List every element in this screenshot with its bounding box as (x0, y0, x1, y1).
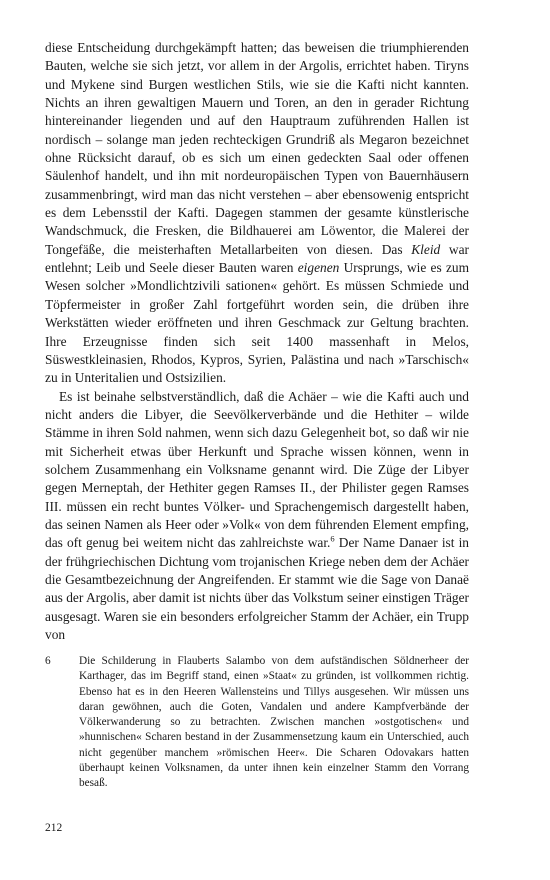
italic-eigenen: eigenen (297, 260, 340, 276)
footnote-number: 6 (45, 655, 51, 667)
italic-kleid: Kleid (411, 241, 441, 257)
paragraph-1-part-1: diese Entscheidung durchgekämpft hatten; das beweisen die triumphierenden Bauten, welche sie sich jetzt, vor allem in der Argolis, errichtet haben. Tiryns und Mykene sind Burgen westlichen Stils, wie sie die Kafti nicht kannten. Nichts an ihren gewaltigen Mauern und Toren, an den in gerader Richtung hintereinander liegenden und auf den Hauptraum zuführenden Hallen ist nordisch – solange man jeden rechteckigen Grundriß als Megaron bezeichnet ohne Rücksicht darauf, ob es sich um einen gedeckten Saal oder offenen Säulenhof handelt, und ihn mit nordeuropäischen Typen von Bauernhäusern zusammenbringt, wird man das nicht verstehen – aber ebensowenig entspricht es dem Lebensstil der Kafti. Dagegen stammen der gesamte künstlerische Wandschmuck, die Fresken, die Bildhauerei am Löwentor, die Malerei der Tongefäße, die meisterhaften Metallarbeiten von diesen. Das (45, 40, 469, 257)
paragraph-1-part-3: Ursprungs, wie es zum Wesen solcher »Mondlichtzivili sationen« gehört. Es müssen Schmiede und Töpfermeister in großer Zahl fortgeführt worden sein, die drüben ihre Werkstätten wieder eröffneten und ihren Geschmack zur Geltung brachten. Ihre Erzeugnisse finden sich seit 1400 massenhaft in Melos, Süswestkleinasien, Rhodos, Kypros, Syrien, Palästina und nach »Tarschisch« zu in Unteritalien und Ostsizilien. (45, 260, 469, 386)
footnote-reference: 6 (330, 533, 335, 544)
paragraph-2-part-1: Es ist beinahe selbstverständlich, daß die Achäer – wie die Kafti auch und nicht anders die Libyer, die Seevölkerverbände und die Hethiter – wilde Stämme in ihren Sold nahmen, wenn sich dazu Gelegenheit bot, so daß wir nie mit Sicherheit etwas über Herkunft und Sprache wissen können, wenn in solchem Zusammenhang ein Volksname genannt wird. Die Züge der Libyer gegen Merneptah, der Hethiter gegen Ramses II., der Philister gegen Ramses III. müssen ein recht buntes Völker- und Sprachengemisch dargestellt haben, das seinen Namen als Heer oder »Volk« von dem führenden Element empfing, das oft genug bei weitem nicht das zahlreichste war. (45, 388, 469, 551)
footnotes (45, 654, 469, 791)
footnote (45, 654, 469, 791)
footnote-text: Die Schilderung in Flauberts Salambo von dem aufständischen Söldnerheer der Karthager, das im Begriff stand, einen »Staat« zu gründen, ist vollkommen richtig. Ebenso hat es in den Heeren Wallensteins und Tillys ausgesehen. Wir müssen uns daran gewöhnen, auch die Goten, Vandalen und andere Kampfverbände der Völkerwanderung so zu betrachten. Zwischen manchen »ostgotischen« und »hunnischen« Scharen bestand in der Zusammensetzung kaum ein Unterschied, auch nicht gegenüber manchem »römischen Heer«. Die Scharen Odovakars hatten überhaupt keinen Volksnamen, da unter ihnen kein einzelner Stamm den Vorrang besaß. (79, 655, 469, 789)
main-text (45, 39, 469, 644)
paragraph-2 (45, 388, 469, 645)
page-number: 212 (45, 822, 63, 834)
paragraph-1-part-2: war entlehnt; Leib und Seele dieser Bauten waren (45, 241, 470, 276)
paragraph-2-part-2: Der Name Danaer ist in der frühgriechischen Dichtung vom trojanischen Kriege neben dem der Achäer die Gesamtbezeichnung der Angreifenden. Er stammt wie die Sage von Danaë aus der Argolis, aber damit ist nichts über das Volkstum seiner einstigen Träger ausgesagt. Waren sie ein besonders erfolgreicher Stamm der Achäer, ein Trupp von (45, 535, 470, 642)
paragraph-1 (45, 39, 469, 388)
